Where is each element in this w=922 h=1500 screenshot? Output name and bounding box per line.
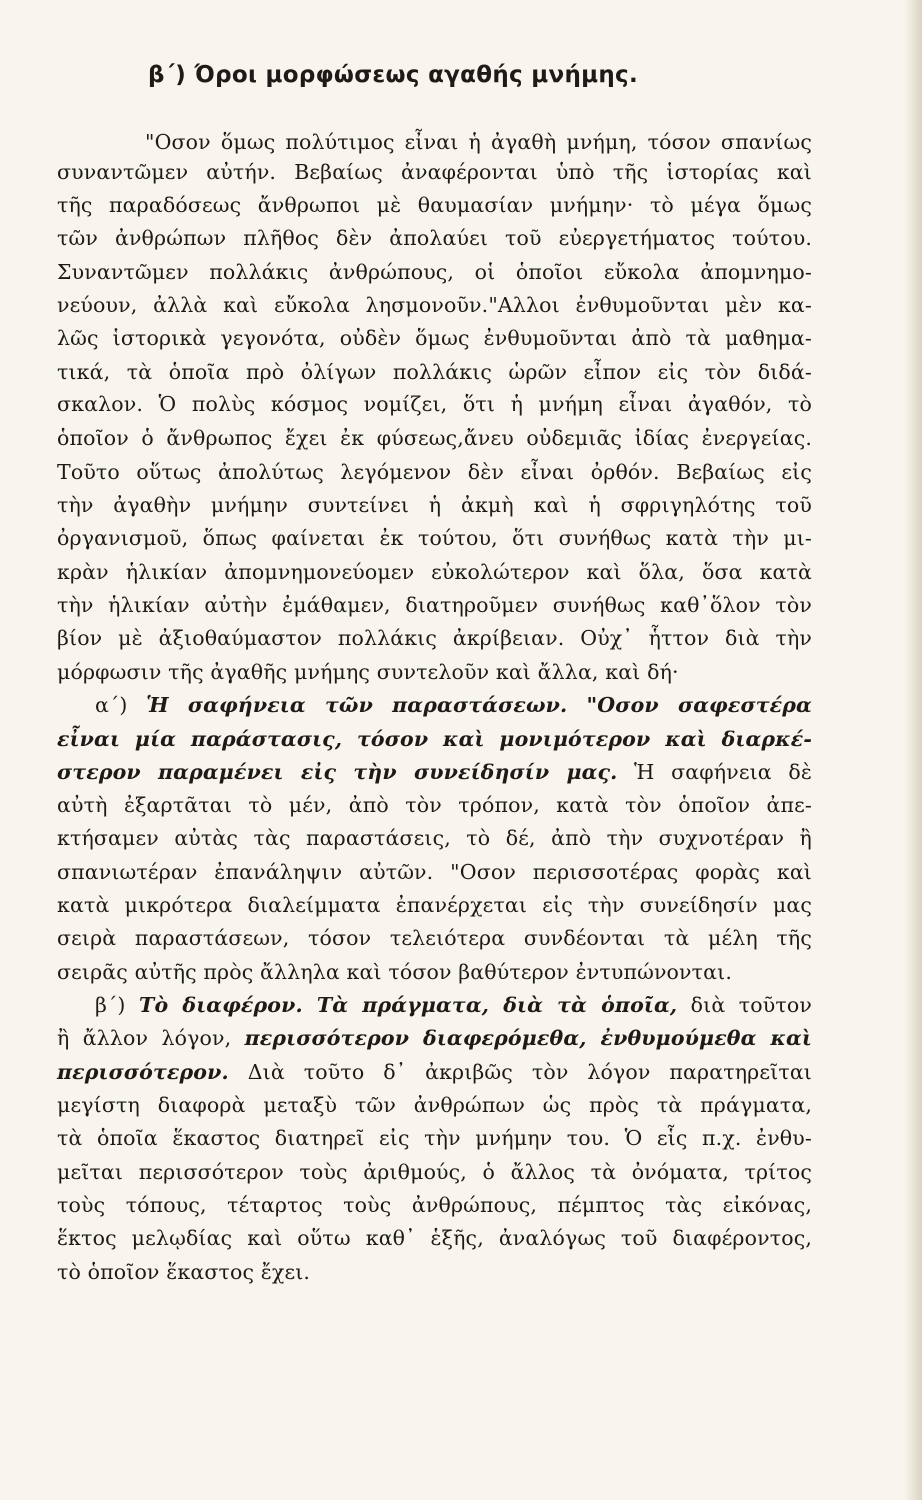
text-line <box>57 460 812 484</box>
text-segment: Ἡ σαφήνεια δὲ <box>617 760 812 784</box>
text-line <box>57 560 812 584</box>
text-line <box>57 1026 812 1050</box>
text-segment: ἢ ἄλλον λόγον, <box>57 1026 245 1050</box>
emphasized-text: εἶναι μία παράστασις, τόσον καὶ μονιμότερον καὶ διαρκέ- <box>57 727 812 751</box>
text-line <box>57 226 812 250</box>
text-line <box>57 727 812 751</box>
text-line <box>57 1126 812 1150</box>
text-line <box>57 526 812 550</box>
text-segment: "Οσον ὅμως πολύτιμος εἶναι ἡ ἀγαθὴ μνήμη, τόσον σπανίως <box>145 130 812 154</box>
text-segment: τῶν ἀνθρώπων πλῆθος δὲν ἀπολαύει τοῦ εὐεργετήματος τούτου. <box>57 226 812 250</box>
emphasized-text: περισσότερον διαφερόμεθα, ἐνθυμούμεθα καὶ <box>244 1026 812 1050</box>
text-segment: λῶς ἱστορικὰ γεγονότα, οὐδὲν ὅμως ἐνθυμοῦνται ἀπὸ τὰ μαθημα- <box>57 326 812 350</box>
text-line <box>57 193 812 217</box>
text-segment: κρὰν ἡλικίαν ἀπομνημονεύομεν εὐκολώτερον καὶ ὅλα, ὅσα κατὰ <box>57 560 812 584</box>
text-line <box>57 793 812 817</box>
text-segment: αὐτὴ ἐξαρτᾶται τὸ μέν, ἀπὸ τὸν τρόπον, κατὰ τὸν ὁποῖον ἀπε- <box>57 793 812 817</box>
text-segment: ἕκτος μελῳδίας καὶ οὕτω καθ᾽ ἑξῆς, ἀναλόγως τοῦ διαφέροντος, <box>57 1226 812 1250</box>
text-line <box>57 426 812 450</box>
text-segment: κατὰ μικρότερα διαλείμματα ἐπανέρχεται εἰς τὴν συνείδησίν μας <box>57 893 812 917</box>
emphasized-text: στερον παραμένει εἰς τὴν συνείδησίν μας. <box>57 760 618 784</box>
text-line <box>57 860 812 884</box>
emphasized-text: περισσότερον. <box>57 1060 229 1084</box>
text-segment: μεῖται περισσότερον τοὺς ἀριθμούς, ὁ ἄλλος τὰ ὀνόματα, τρίτος <box>57 1160 812 1184</box>
text-segment: τοὺς τόπους, τέταρτος τοὺς ἀνθρώπους, πέμπτος τὰς εἰκόνας, <box>57 1193 812 1217</box>
text-line <box>57 493 812 517</box>
text-segment: κτήσαμεν αὐτὰς τὰς παραστάσεις, τὸ δέ, ἀπὸ τὴν συχνοτέραν ἢ <box>57 826 812 850</box>
text-line <box>57 360 812 384</box>
text-segment: μόρφωσιν τῆς ἀγαθῆς μνήμης συντελοῦν καὶ ἄλλα, καὶ δή· <box>57 660 679 684</box>
text-segment: τὸ ὁποῖον ἕκαστος ἔχει. <box>57 1260 311 1284</box>
text-line <box>57 826 812 850</box>
text-line <box>57 1093 812 1117</box>
text-line <box>57 1060 812 1084</box>
text-line <box>57 1260 310 1284</box>
text-segment: ὀργανισμοῦ, ὅπως φαίνεται ἐκ τούτου, ὅτι συνήθως κατὰ τὴν μι- <box>57 526 812 550</box>
text-segment: Διὰ τοῦτο δ᾽ ἀκριβῶς τὸν λόγον παρατηρεῖται <box>228 1060 812 1084</box>
text-line <box>57 626 812 650</box>
text-line <box>95 693 812 717</box>
text-segment: νεύουν, ἀλλὰ καὶ εὔκολα λησμονοῦν."Αλλοι ἐνθυμοῦνται μὲν κα- <box>57 293 812 317</box>
text-segment: μεγίστη διαφορὰ μεταξὺ τῶν ἀνθρώπων ὡς πρὸς τὰ πράγματα, <box>57 1093 812 1117</box>
emphasized-text: Τὸ διαφέρον. Τὰ πράγματα, διὰ τὰ ὁποῖα, <box>139 993 678 1017</box>
text-segment: διὰ τοῦτον <box>677 993 813 1017</box>
text-line <box>57 1160 812 1184</box>
text-segment: τῆς παραδόσεως ἄνθρωποι μὲ θαυμασίαν μνήμην· τὸ μέγα ὅμως <box>57 193 812 217</box>
text-segment: τὴν ἀγαθὴν μνήμην συντείνει ἡ ἀκμὴ καὶ ἡ σφριγηλότης τοῦ <box>57 493 812 517</box>
text-segment: σπανιωτέραν ἐπανάληψιν αὐτῶν. "Οσον περισσοτέρας φορὰς καὶ <box>57 860 812 884</box>
text-line <box>57 1226 812 1250</box>
text-line <box>57 760 812 784</box>
text-segment: τικά, τὰ ὁποῖα πρὸ ὀλίγων πολλάκις ὡρῶν εἶπον εἰς τὸν διδά- <box>57 360 812 384</box>
text-line <box>57 326 812 350</box>
text-line <box>57 960 732 984</box>
text-line <box>57 893 812 917</box>
text-line <box>95 993 812 1017</box>
text-segment: Τοῦτο οὕτως ἀπολύτως λεγόμενον δὲν εἶναι ὀρθόν. Βεβαίως εἰς <box>57 460 812 484</box>
text-line <box>57 260 812 284</box>
text-line <box>57 1193 812 1217</box>
text-line <box>57 392 812 416</box>
emphasized-text: Ἡ σαφήνεια τῶν παραστάσεων. "Οσον σαφεστέρα <box>146 693 812 717</box>
text-line <box>145 130 812 154</box>
text-segment: σειρὰ παραστάσεων, τόσον τελειότερα συνδέονται τὰ μέλη τῆς <box>57 926 812 950</box>
text-line <box>57 926 812 950</box>
text-segment: τὴν ἡλικίαν αὐτὴν ἐμάθαμεν, διατηροῦμεν συνήθως καθ᾽ὅλον τὸν <box>57 593 812 617</box>
text-segment: α΄) <box>95 693 147 717</box>
text-segment: σκαλον. Ὁ πολὺς κόσμος νομίζει, ὅτι ἡ μνήμη εἶναι ἀγαθόν, τὸ <box>57 392 812 416</box>
text-segment: β΄) <box>95 993 140 1017</box>
text-segment: ὁποῖον ὁ ἄνθρωπος ἔχει ἐκ φύσεως,ἄνευ οὐδεμιᾶς ἰδίας ἐνεργείας. <box>57 426 812 450</box>
text-segment: τὰ ὁποῖα ἕκαστος διατηρεῖ εἰς τὴν μνήμην του. Ὁ εἷς π.χ. ἐνθυ- <box>57 1126 812 1150</box>
section-heading: β΄) Όροι μορφώσεως αγαθής μνήμης. <box>148 62 638 88</box>
text-line <box>57 593 812 617</box>
text-line <box>57 293 812 317</box>
text-line <box>57 160 812 184</box>
text-segment: βίον μὲ ἀξιοθαύμαστον πολλάκις ἀκρίβειαν. Οὐχ᾽ ἧττον διὰ τὴν <box>57 626 812 650</box>
text-line <box>57 660 679 684</box>
text-segment: σειρᾶς αὐτῆς πρὸς ἄλληλα καὶ τόσον βαθύτερον ἐντυπώνονται. <box>57 960 732 984</box>
text-segment: Συναντῶμεν πολλάκις ἀνθρώπους, οἱ ὁποῖοι εὔκολα ἀπομνημο- <box>57 260 812 284</box>
text-segment: συναντῶμεν αὐτήν. Βεβαίως ἀναφέρονται ὑπὸ τῆς ἱστορίας καὶ <box>57 160 812 184</box>
